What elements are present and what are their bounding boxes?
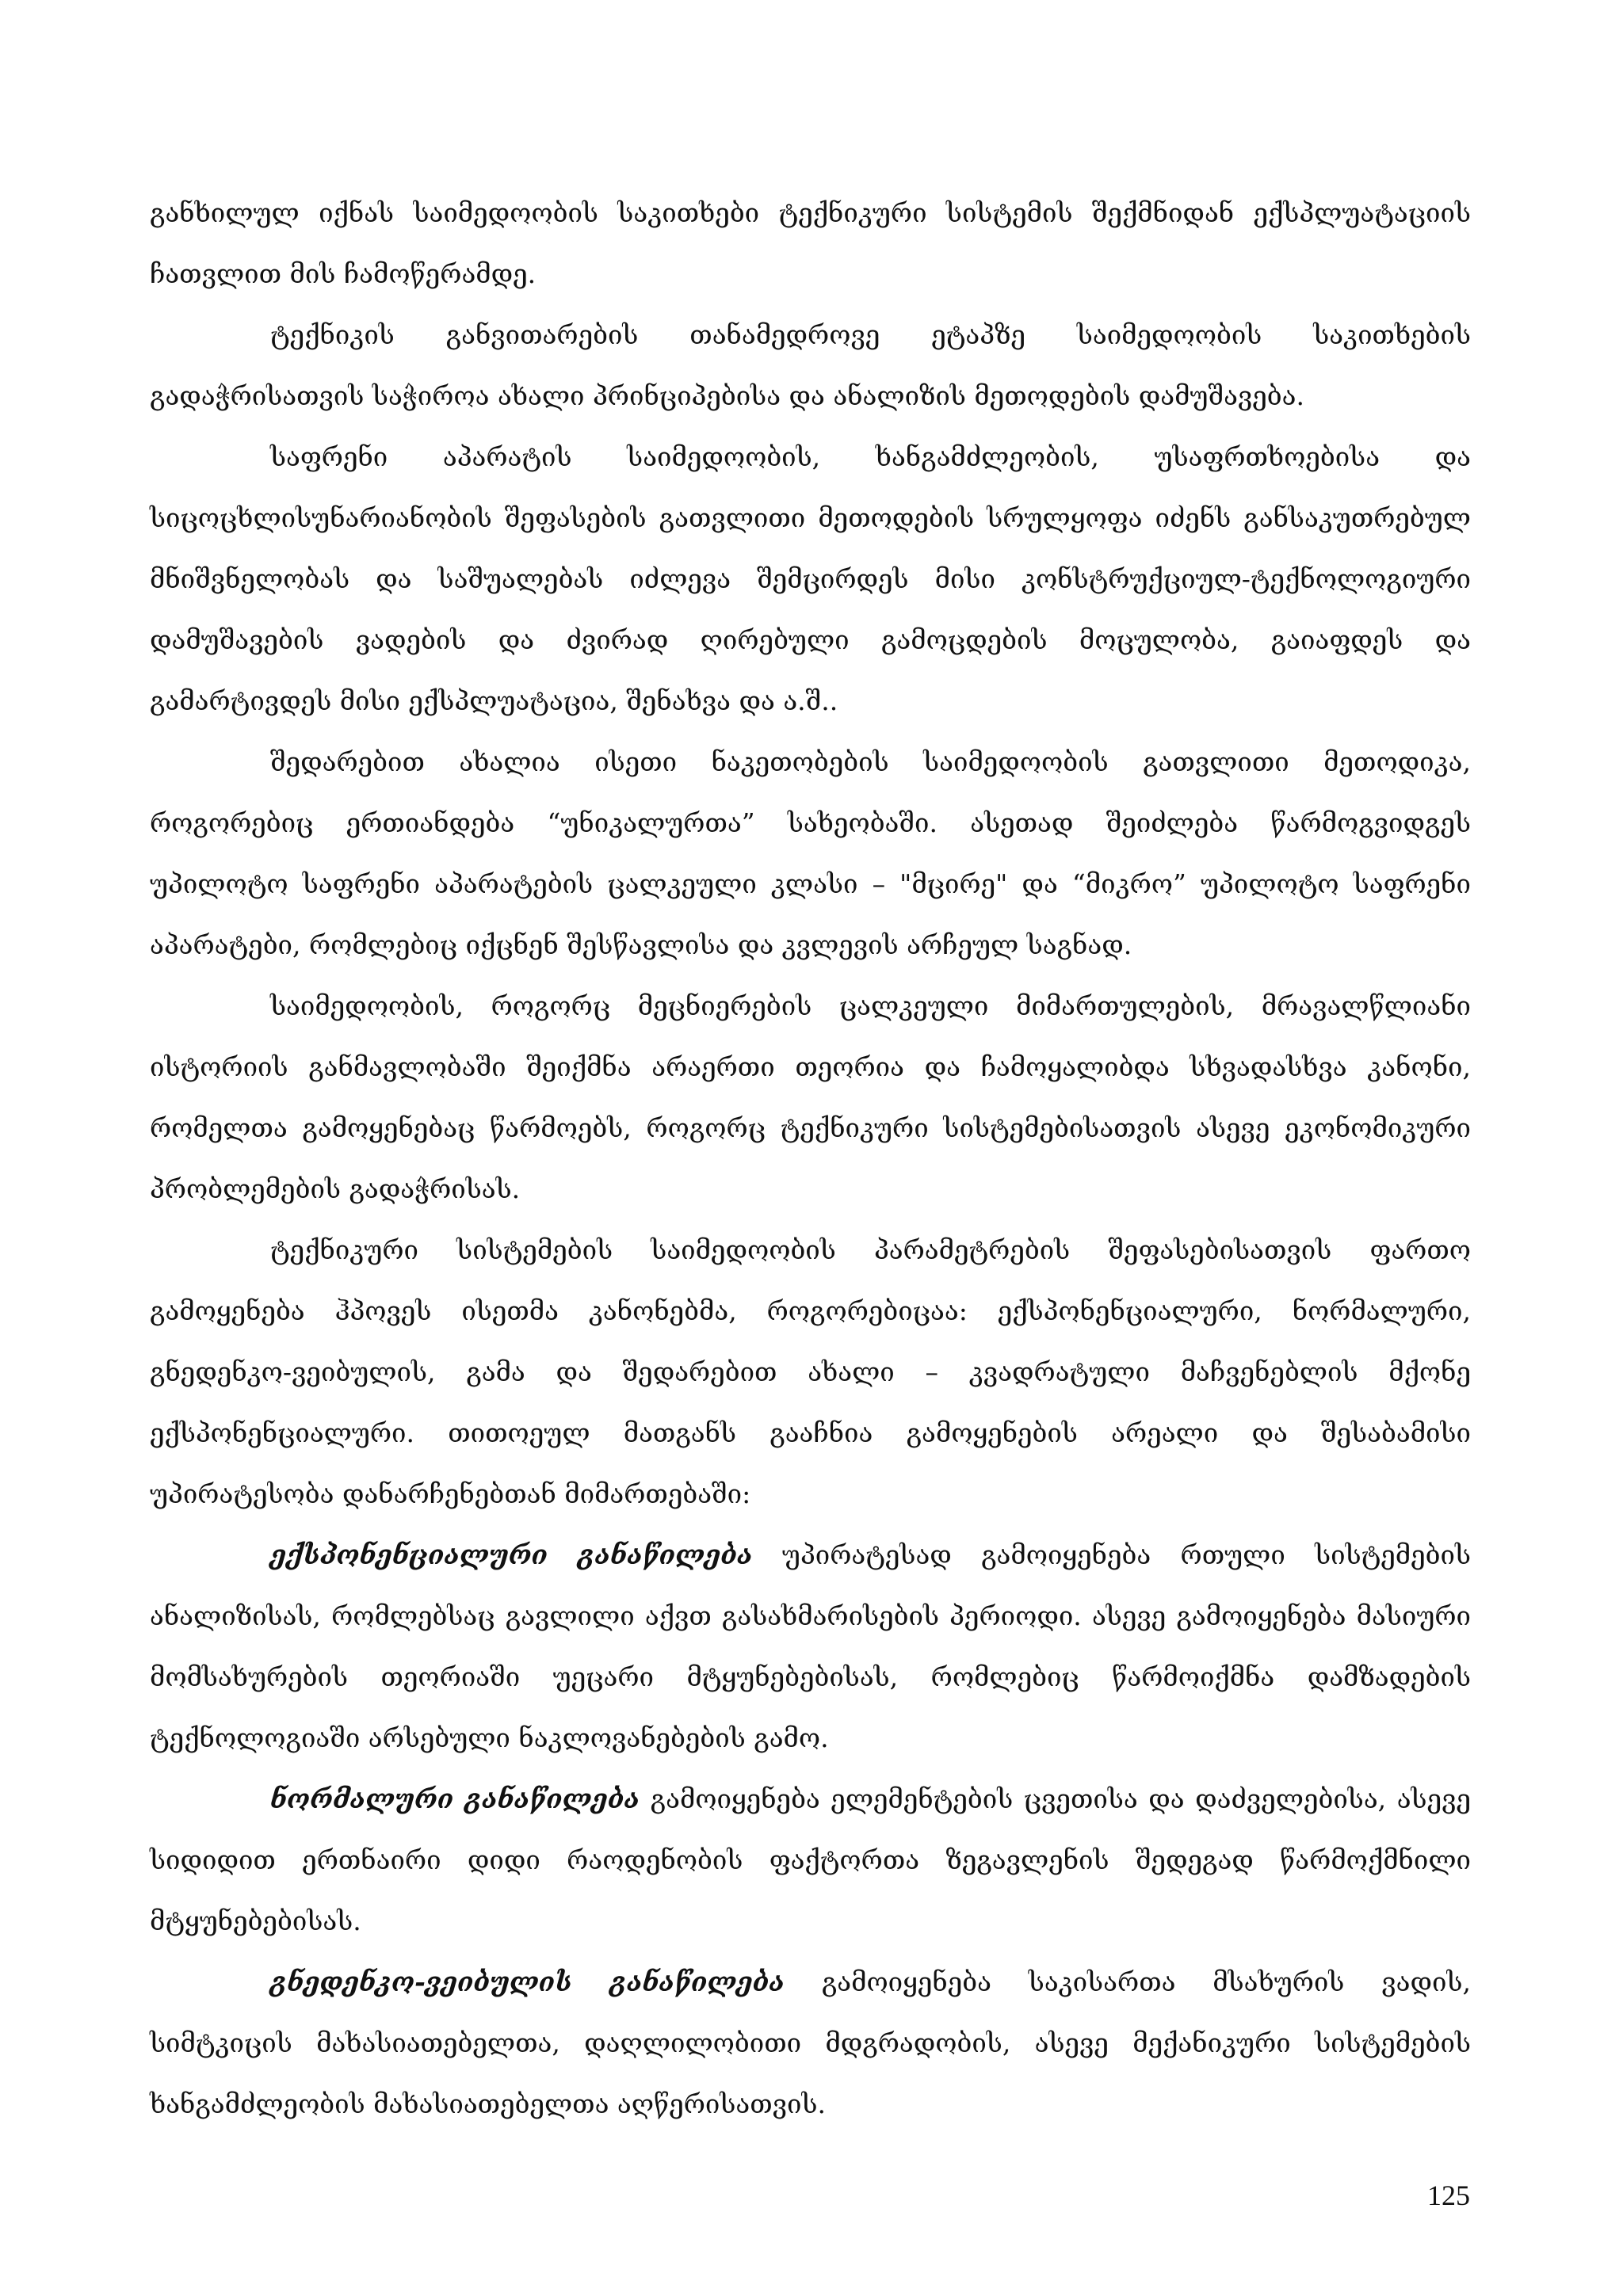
paragraph-8	[150, 1768, 1471, 1951]
page-body	[150, 182, 1471, 2134]
term-normal-distribution: ნორმალური განაწილება	[270, 1783, 640, 1814]
term-exponential-distribution: ექსპონენციალური განაწილება	[270, 1539, 753, 1570]
paragraph-9	[150, 1951, 1471, 2134]
term-gnedenko-weibull-distribution: გნედენკო-ვეიბულის განაწილება	[270, 1966, 785, 1997]
paragraph-4: შედარებით ახალია ისეთი ნაკეთობების საიმედოობის გათვლითი მეთოდიკა, როგორებიც ერთიანდება “უნიკალურთა” სახეობაში. ასეთად შეიძლება წარმოგვიდგეს უპილოტო საფრენი აპარატების ცალკეული კლასი – "მცირე" და “მიკრო” უპილოტო საფრენი აპარატები, რომლებიც იქცნენ შესწავლისა და კვლევის არჩეულ საგნად.	[150, 746, 1471, 960]
paragraph-7	[150, 1524, 1471, 1768]
paragraph-5: საიმედოობის, როგორც მეცნიერების ცალკეული მიმართულების, მრავალწლიანი ისტორიის განმავლობაში შეიქმნა არაერთი თეორია და ჩამოყალიბდა სხვადასხვა კანონი, რომელთა გამოყენებაც წარმოებს, როგორც ტექნიკური სისტემებისათვის ასევე ეკონომიკური პრობლემების გადაჭრისას.	[150, 990, 1471, 1204]
paragraph-9-text: გამოიყენება საკისართა მსახურის ვადის, სიმტკიცის მახასიათებელთა, დაღლილობითი მდგრადობის, ასევე მექანიკური სისტემების ხანგამძლეობის მახასიათებელთა აღწერისათვის.	[150, 1966, 1471, 2119]
paragraph-8-text: გამოიყენება ელემენტების ცვეთისა და დაძველებისა, ასევე სიდიდით ერთნაირი დიდი რაოდენობის ფაქტორთა ზეგავლენის შედეგად წარმოქმნილი მტყუნებებისას.	[150, 1783, 1471, 1936]
paragraph-7-text: უპირატესად გამოიყენება რთული სისტემების ანალიზისას, რომლებსაც გავლილი აქვთ გასახმარისების პერიოდი. ასევე გამოიყენება მასიური მომსახურების თეორიაში უეცარი მტყუნებებისას, რომლებიც წარმოიქმნა დამზადების ტექნოლოგიაში არსებული ნაკლოვანებების გამო.	[150, 1539, 1471, 1753]
paragraph-6: ტექნიკური სისტემების საიმედოობის პარამეტრების შეფასებისათვის ფართო გამოყენება ჰპოვეს ისეთმა კანონებმა, როგორებიცაა: ექსპონენციალური, ნორმალური, გნედენკო-ვეიბულის, გამა და შედარებით ახალი – კვადრატული მაჩვენებლის მქონე ექსპონენციალური. თითოეულ მათგანს გააჩნია გამოყენების არეალი და შესაბამისი უპირატესობა დანარჩენებთან მიმართებაში:	[150, 1234, 1471, 1509]
paragraph-2: ტექნიკის განვითარების თანამედროვე ეტაპზე საიმედოობის საკითხების გადაჭრისათვის საჭიროა ახალი პრინციპებისა და ანალიზის მეთოდების დამუშავება.	[150, 319, 1471, 411]
paragraph-1: განხილულ იქნას საიმედოობის საკითხები ტექნიკური სისტემის შექმნიდან ექსპლუატაციის ჩათვლით მის ჩამოწერამდე.	[150, 197, 1471, 289]
page-number: 125	[1427, 2180, 1470, 2211]
paragraph-3: საფრენი აპარატის საიმედოობის, ხანგამძლეობის, უსაფრთხოებისა და სიცოცხლისუნარიანობის შეფასების გათვლითი მეთოდების სრულყოფა იძენს განსაკუთრებულ მნიშვნელობას და საშუალებას იძლევა შემცირდეს მისი კონსტრუქციულ-ტექნოლოგიური დამუშავების ვადების და ძვირად ღირებული გამოცდების მოცულობა, გაიაფდეს და გამარტივდეს მისი ექსპლუატაცია, შენახვა და ა.შ..	[150, 441, 1471, 716]
